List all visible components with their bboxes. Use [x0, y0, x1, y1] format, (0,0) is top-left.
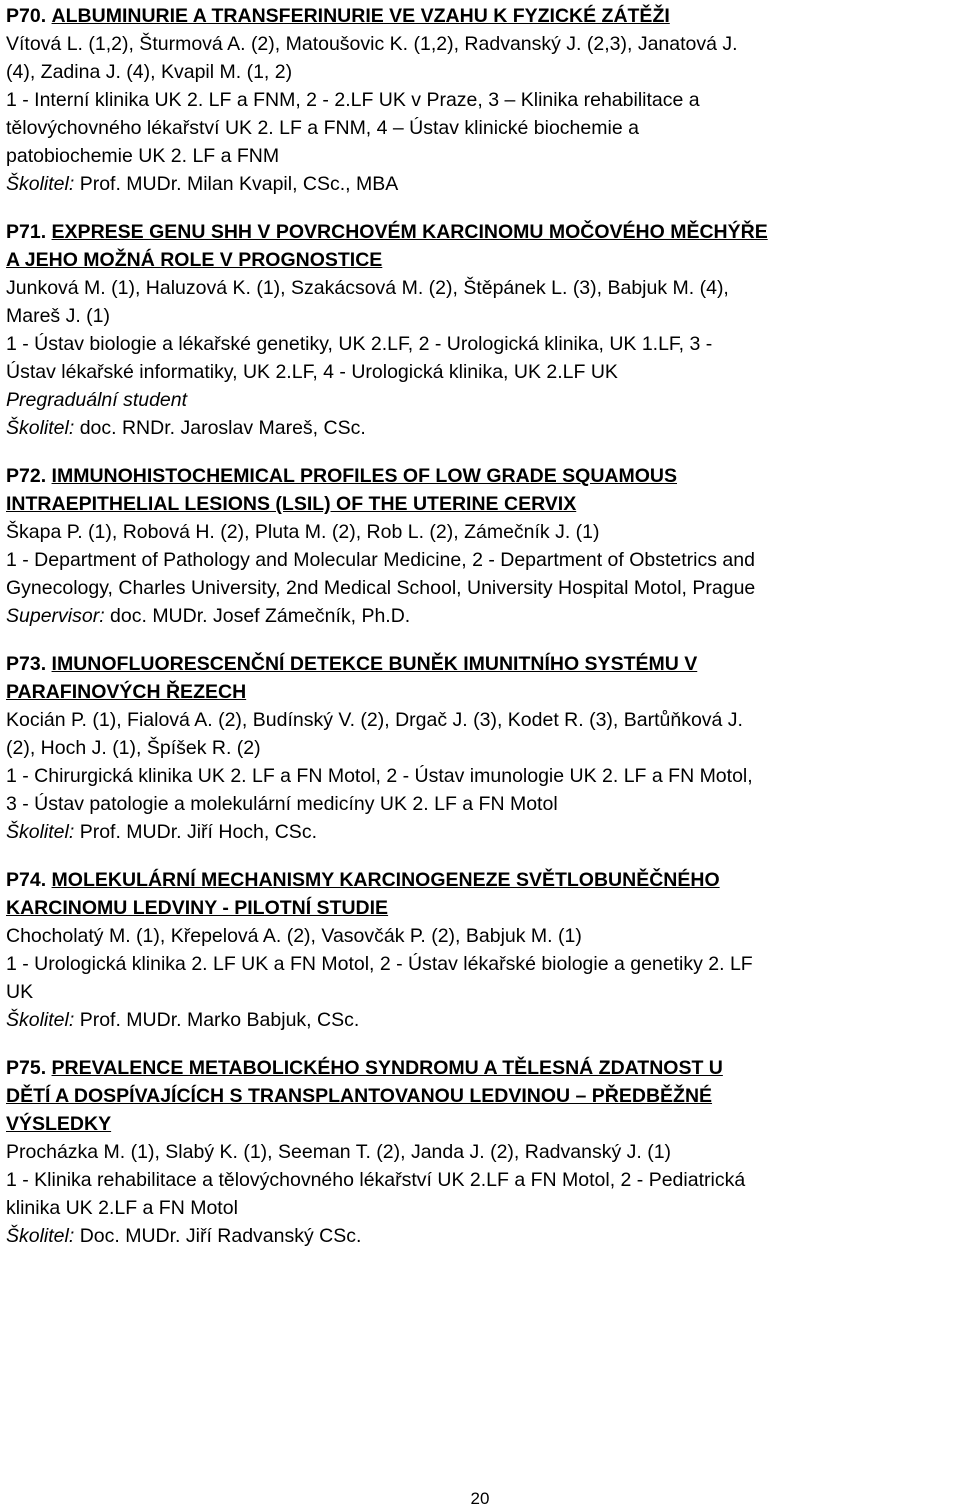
abstract-title: EXPRESE GENU SHH V POVRCHOVÉM KARCINOMU MOČOVÉHO MĚCHÝŘE: [51, 221, 768, 243]
abstract-body-line: Procházka M. (1), Slabý K. (1), Seeman T. (2), Janda J. (2), Radvanský J. (1): [6, 1141, 672, 1163]
supervisor-label: Školitel:: [6, 821, 75, 843]
abstract-entry: [6, 1054, 956, 1250]
abstract-title: PREVALENCE METABOLICKÉHO SYNDROMU A TĚLESNÁ ZDATNOST U: [51, 1057, 723, 1079]
abstract-title-line: [6, 2, 956, 30]
abstract-body-line: Kocián P. (1), Fialová A. (2), Budínský V. (2), Drgač J. (3), Kodet R. (3), Bartůňková J.: [6, 709, 743, 731]
abstract-title: A JEHO MOŽNÁ ROLE V PROGNOSTICE: [6, 249, 383, 271]
abstract-title: KARCINOMU LEDVINY - PILOTNÍ STUDIE: [6, 897, 389, 919]
supervisor-line: [6, 1006, 956, 1034]
supervisor-name: Prof. MUDr. Milan Kvapil, CSc., MBA: [74, 173, 399, 195]
abstract-body-line: Mareš J. (1): [6, 305, 111, 327]
supervisor-name: Doc. MUDr. Jiří Radvanský CSc.: [74, 1225, 362, 1247]
abstract-title: ALBUMINURIE A TRANSFERINURIE VE VZAHU K FYZICKÉ ZÁTĚŽI: [51, 5, 670, 27]
abstract-entry: [6, 218, 956, 442]
abstract-title-line: [6, 1082, 956, 1110]
abstract-id: P71.: [6, 221, 47, 243]
abstract-id: P74.: [6, 869, 47, 891]
abstract-entry: [6, 2, 956, 198]
abstract-id: P75.: [6, 1057, 47, 1079]
supervisor-name: Prof. MUDr. Jiří Hoch, CSc.: [74, 821, 317, 843]
abstract-title-line: [6, 490, 956, 518]
abstract-body-line: patobiochemie UK 2. LF a FNM: [6, 145, 280, 167]
abstract-title-line: [6, 1110, 956, 1138]
abstract-body-line: UK: [6, 981, 34, 1003]
abstract-body-line: 1 - Interní klinika UK 2. LF a FNM, 2 - 2.LF UK v Praze, 3 – Klinika rehabilitace a: [6, 89, 700, 111]
abstract-title: IMUNOFLUORESCENČNÍ DETEKCE BUNĚK IMUNITNÍHO SYSTÉMU V: [51, 653, 698, 675]
supervisor-name: Prof. MUDr. Marko Babjuk, CSc.: [74, 1009, 360, 1031]
supervisor-line: [6, 818, 956, 846]
abstract-title-line: [6, 246, 956, 274]
supervisor-label: Školitel:: [6, 173, 75, 195]
abstract-body-line: Junková M. (1), Haluzová K. (1), Szakácsová M. (2), Štěpánek L. (3), Babjuk M. (4),: [6, 277, 729, 299]
abstract-id: P73.: [6, 653, 47, 675]
abstract-body-line: Ústav lékařské informatiky, UK 2.LF, 4 - Urologická klinika, UK 2.LF UK: [6, 361, 618, 383]
abstract-entry: [6, 650, 956, 846]
abstract-id: P72.: [6, 465, 47, 487]
abstract-title-line: [6, 678, 956, 706]
page-number: 20: [470, 1489, 490, 1508]
abstract-title: IMMUNOHISTOCHEMICAL PROFILES OF LOW GRADE SQUAMOUS: [51, 465, 677, 487]
supervisor-name: doc. RNDr. Jaroslav Mareš, CSc.: [74, 417, 366, 439]
abstract-title-line: [6, 1054, 956, 1082]
supervisor-line: [6, 414, 956, 442]
abstract-title: PARAFINOVÝCH ŘEZECH: [6, 681, 247, 703]
abstract-entry: [6, 462, 956, 630]
abstract-body-line: Škapa P. (1), Robová H. (2), Pluta M. (2), Rob L. (2), Zámečník J. (1): [6, 521, 600, 543]
abstract-entry: [6, 866, 956, 1034]
supervisor-label: Supervisor:: [6, 605, 105, 627]
abstract-title: DĚTÍ A DOSPÍVAJÍCÍCH S TRANSPLANTOVANOU LEDVINOU – PŘEDBĚŽNÉ: [6, 1085, 713, 1107]
abstract-title-line: [6, 650, 956, 678]
abstract-body-line: 1 - Urologická klinika 2. LF UK a FN Motol, 2 - Ústav lékařské biologie a genetiky 2. LF: [6, 953, 753, 975]
abstract-body-line: Chocholatý M. (1), Křepelová A. (2), Vasovčák P. (2), Babjuk M. (1): [6, 925, 582, 947]
abstract-title-line: [6, 218, 956, 246]
abstract-body-line: Gynecology, Charles University, 2nd Medical School, University Hospital Motol, Prague: [6, 577, 756, 599]
abstract-title-line: [6, 894, 956, 922]
abstract-title: VÝSLEDKY: [6, 1113, 112, 1135]
abstract-body-line: tělovýchovného lékařství UK 2. LF a FNM, 4 – Ústav klinické biochemie a: [6, 117, 639, 139]
abstract-body-line: 1 - Department of Pathology and Molecular Medicine, 2 - Department of Obstetrics and: [6, 549, 755, 571]
abstract-title: INTRAEPITHELIAL LESIONS (LSIL) OF THE UTERINE CERVIX: [6, 493, 577, 515]
abstract-id: P70.: [6, 5, 47, 27]
abstract-body-line: klinika UK 2.LF a FN Motol: [6, 1197, 238, 1219]
student-type-label: Pregraduální student: [6, 389, 188, 411]
supervisor-label: Školitel:: [6, 1009, 75, 1031]
abstract-body-line: 1 - Klinika rehabilitace a tělovýchovného lékařství UK 2.LF a FN Motol, 2 - Pediatrická: [6, 1169, 746, 1191]
document-page: [6, 2, 956, 1270]
abstract-body-line: 1 - Chirurgická klinika UK 2. LF a FN Motol, 2 - Ústav imunologie UK 2. LF a FN Motol,: [6, 765, 753, 787]
abstract-title-line: [6, 866, 956, 894]
supervisor-label: Školitel:: [6, 1225, 75, 1247]
supervisor-name: doc. MUDr. Josef Zámečník, Ph.D.: [104, 605, 411, 627]
abstract-title-line: [6, 462, 956, 490]
supervisor-line: [6, 170, 956, 198]
abstract-body-line: 3 - Ústav patologie a molekulární medicíny UK 2. LF a FN Motol: [6, 793, 558, 815]
supervisor-label: Školitel:: [6, 417, 75, 439]
abstract-body-line: (2), Hoch J. (1), Špíšek R. (2): [6, 737, 261, 759]
abstract-title: MOLEKULÁRNÍ MECHANISMY KARCINOGENEZE SVĚTLOBUNĚČNÉHO: [51, 869, 720, 891]
supervisor-line: [6, 602, 956, 630]
abstract-body-line: Vítová L. (1,2), Šturmová A. (2), Matoušovic K. (1,2), Radvanský J. (2,3), Janatová J.: [6, 33, 738, 55]
supervisor-line: [6, 1222, 956, 1250]
abstract-body-line: 1 - Ústav biologie a lékařské genetiky, UK 2.LF, 2 - Urologická klinika, UK 1.LF, 3 -: [6, 333, 713, 355]
abstract-body-line: (4), Zadina J. (4), Kvapil M. (1, 2): [6, 61, 293, 83]
